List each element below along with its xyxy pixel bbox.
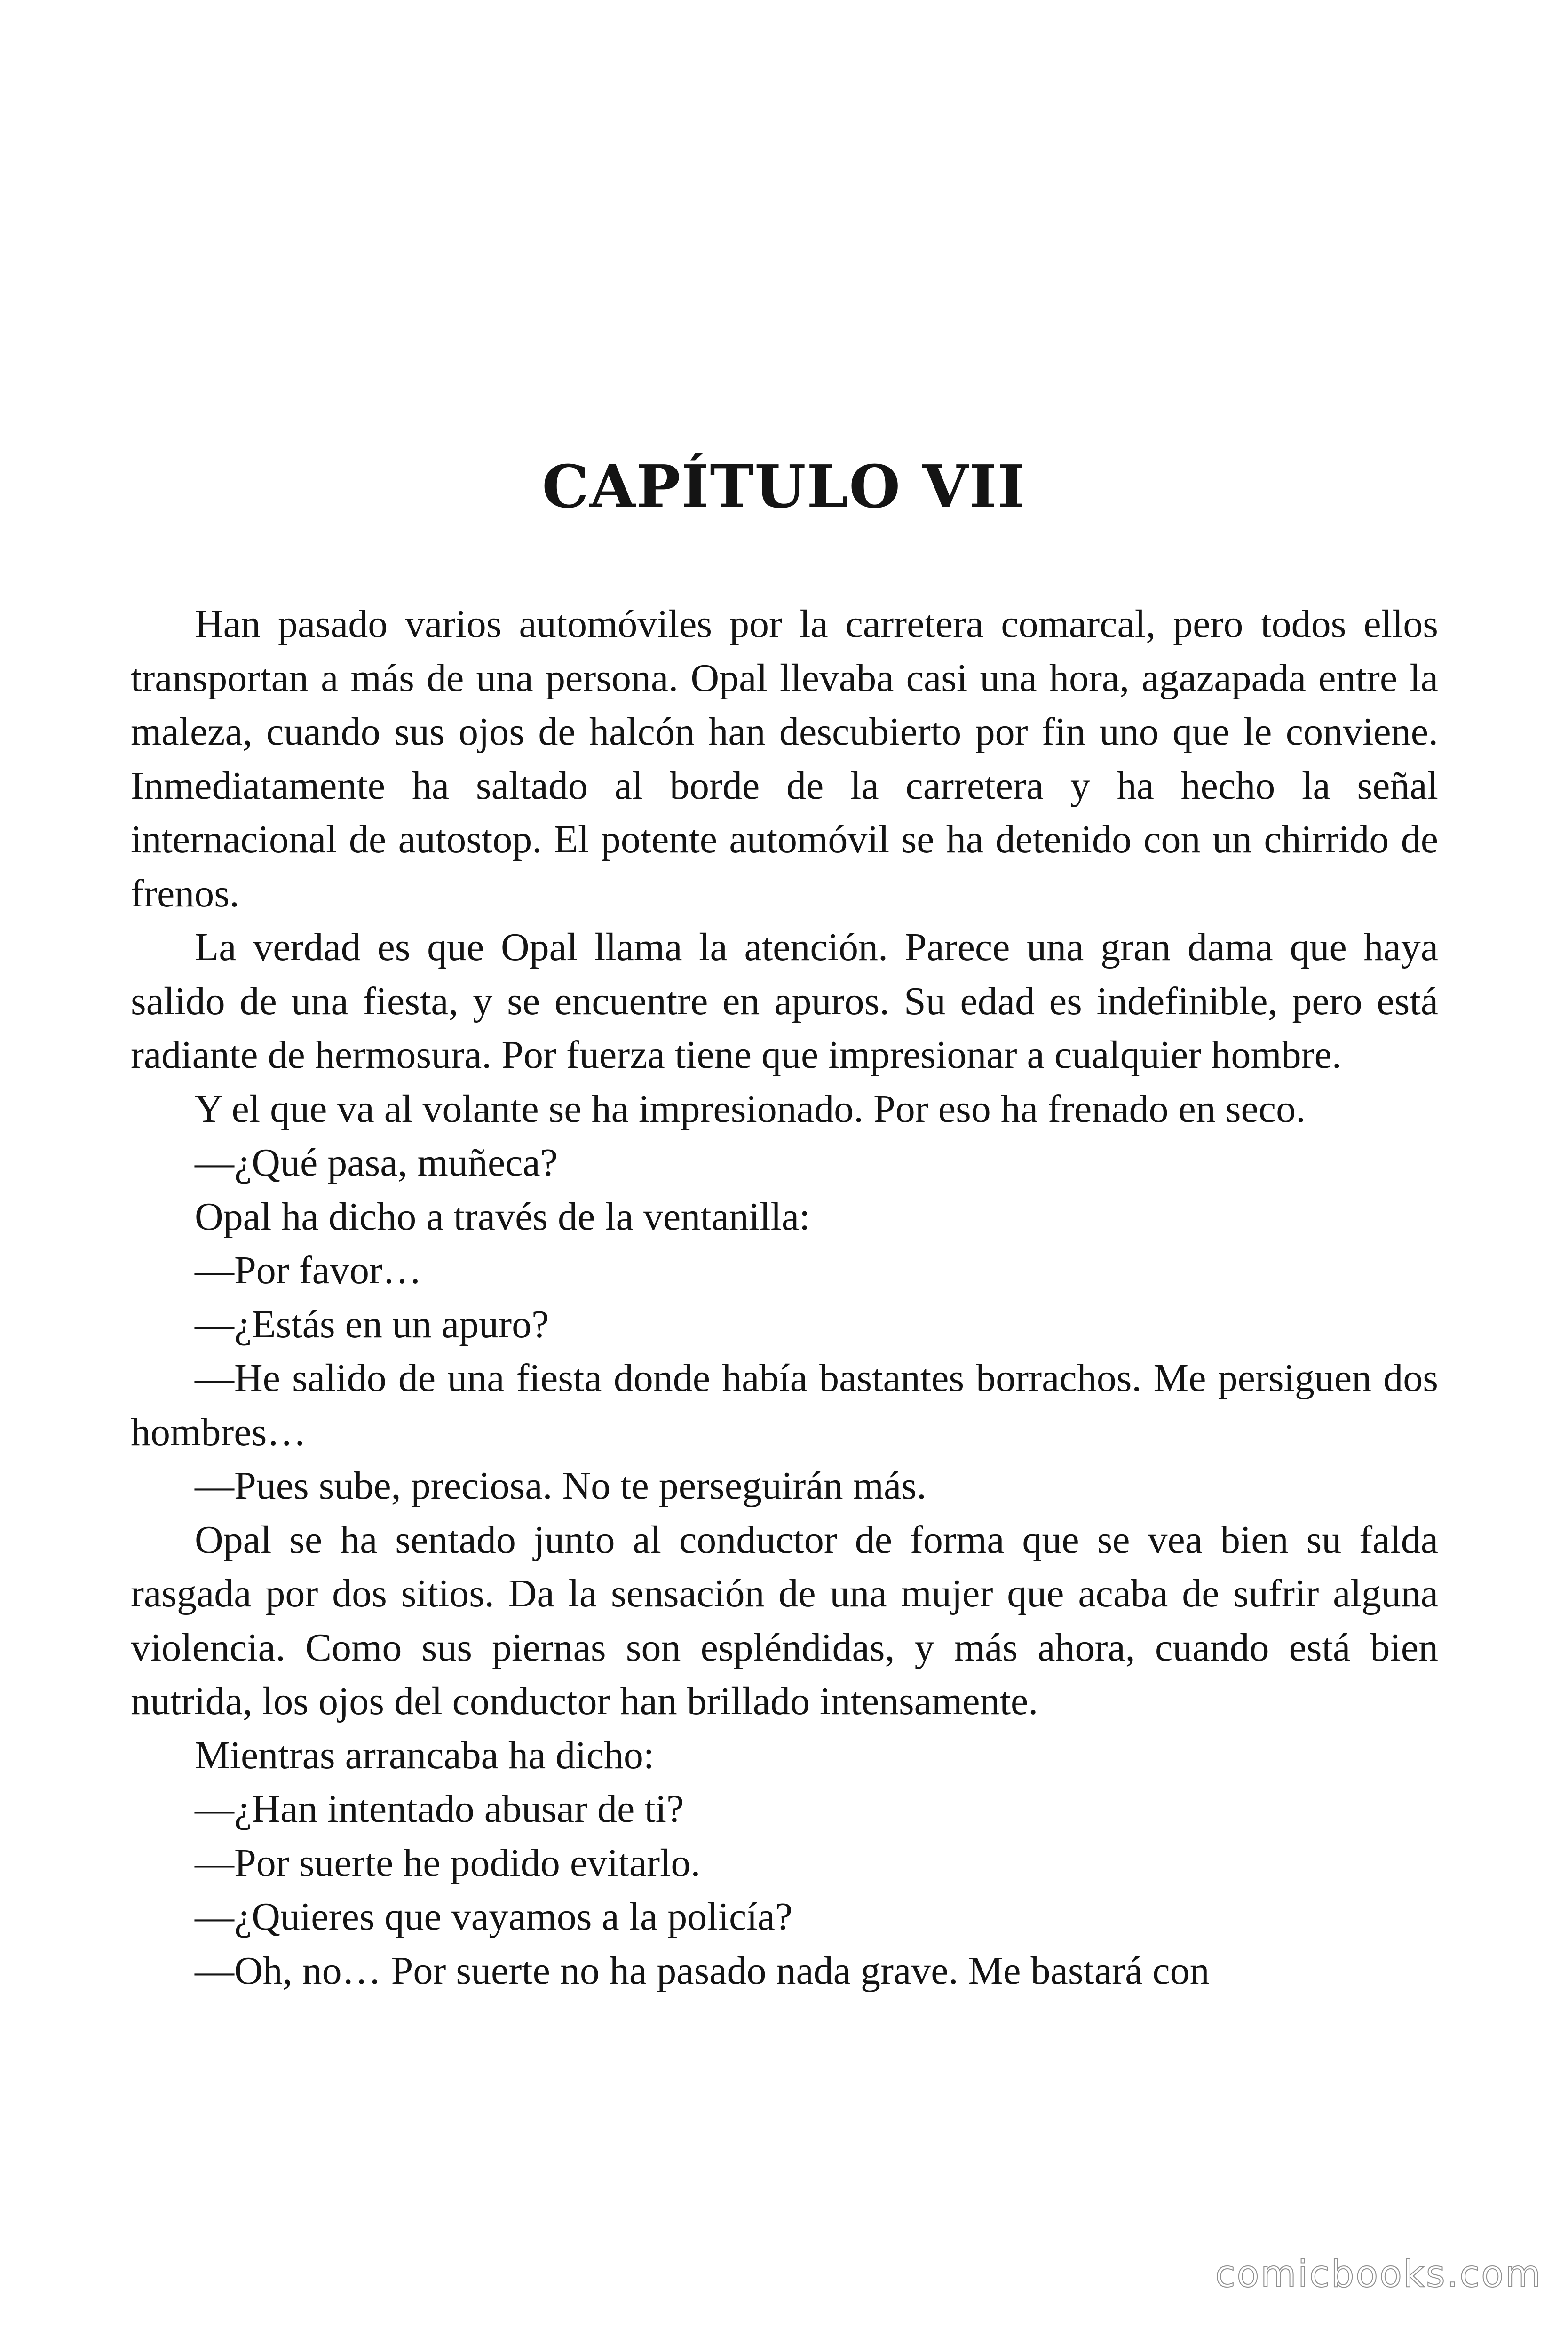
paragraph: La verdad es que Opal llama la atención. Parece una gran dama que haya salido de una fiesta, y se encuentre en apuros. Su edad es indefinible, pero está radiante de hermosura. Por fuerza tiene que impresionar a cualquier hombre. <box>131 925 1438 1077</box>
chapter-body <box>131 597 1438 1998</box>
dialogue-line: —Por favor… <box>195 1248 422 1292</box>
dialogue-line: —He salido de una fiesta donde había bastantes borrachos. Me persiguen dos hombres… <box>131 1356 1438 1454</box>
dialogue-line: —¿Quieres que vayamos a la policía? <box>195 1895 793 1939</box>
dialogue-line: —Pues sube, preciosa. No te perseguirán más. <box>195 1464 927 1508</box>
paragraph: Han pasado varios automóviles por la carretera comarcal, pero todos ellos transportan a más de una persona. Opal llevaba casi una hora, agazapada entre la maleza, cuando sus ojos de halcón han descubierto por fin uno que le conviene. Inmediatamente ha saltado al borde de la carretera y ha hecho la señal internacional de autostop. El potente automóvil se ha detenido con un chirrido de frenos. <box>131 602 1438 915</box>
dialogue-line: —Oh, no… Por suerte no ha pasado nada grave. Me bastará con <box>195 1948 1210 1993</box>
paragraph: Opal se ha sentado junto al conductor de forma que se vea bien su falda rasgada por dos sitios. Da la sensación de una mujer que acaba de sufrir alguna violencia. Como sus piernas son espléndidas, y más ahora, cuando está bien nutrida, los ojos del conductor han brillado intensamente. <box>131 1518 1438 1723</box>
watermark: comicbooks.com <box>1215 2253 1542 2296</box>
dialogue-line: —¿Han intentado abusar de ti? <box>195 1787 684 1831</box>
dialogue-line: —Por suerte he podido evitarlo. <box>195 1841 701 1885</box>
paragraph: Y el que va al volante se ha impresionado. Por eso ha frenado en seco. <box>195 1087 1306 1131</box>
dialogue-line: —¿Estás en un apuro? <box>195 1302 549 1346</box>
paragraph: Opal ha dicho a través de la ventanilla: <box>195 1194 810 1239</box>
paragraph: Mientras arrancaba ha dicho: <box>195 1733 655 1777</box>
dialogue-line: —¿Qué pasa, muñeca? <box>195 1141 558 1184</box>
chapter-title: CAPÍTULO VII <box>542 453 1026 521</box>
